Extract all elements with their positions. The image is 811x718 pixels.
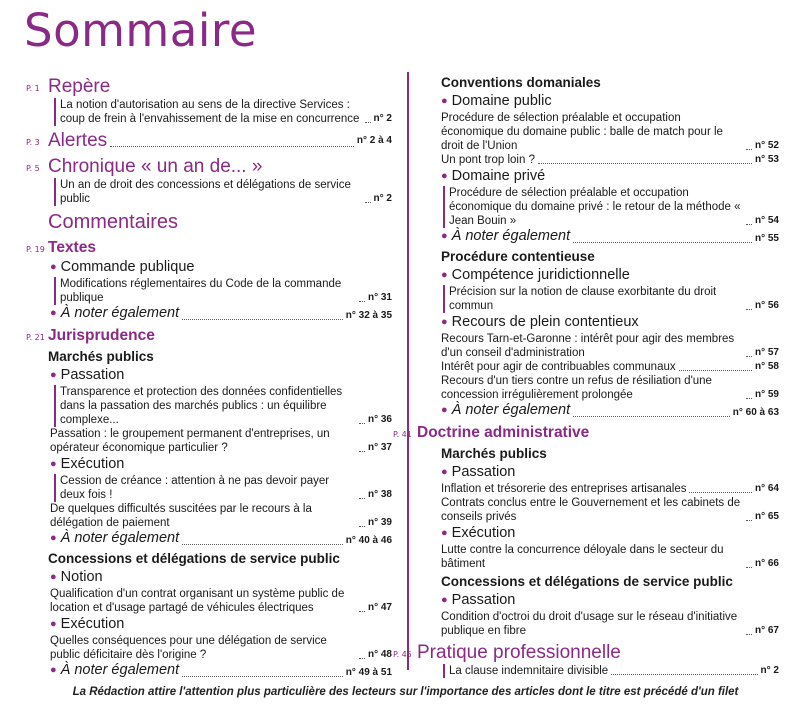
entry-number: n° 58: [754, 361, 779, 372]
dot-leader: [679, 370, 752, 371]
subsection-execution-concessions: ● Exécution: [50, 616, 125, 632]
dot-leader: [573, 242, 752, 243]
heading-procedure-contentieuse: Procédure contentieuse: [441, 249, 595, 264]
toc-entry[interactable]: [443, 285, 779, 313]
toc-entry[interactable]: [54, 385, 392, 427]
dot-leader: [359, 451, 365, 452]
bullet-icon: ●: [50, 618, 57, 630]
page-ref: P. 5: [26, 164, 40, 173]
toc-entry[interactable]: [441, 153, 779, 167]
entry-text: Précision sur la notion de clause exorbitante du droit commun: [449, 286, 717, 312]
entry-text: La clause indemnitaire divisible: [449, 665, 609, 677]
entry-number: n° 2 à 4: [356, 135, 392, 146]
section-alertes[interactable]: [26, 129, 392, 152]
dot-leader: [746, 309, 752, 310]
page-ref: P. 21: [26, 333, 45, 342]
entry-number: n° 31: [367, 292, 392, 303]
subsection-passation: ● Passation: [441, 464, 516, 480]
toc-entry[interactable]: [441, 332, 779, 360]
entry-number: n° 57: [754, 347, 779, 358]
toc-entry[interactable]: [50, 587, 392, 615]
entry-text: La notion d'autorisation au sens de la directive Services : coup de frein à l'envahissement de la mise en concurrence: [60, 99, 360, 125]
page-title: Sommaire: [24, 4, 258, 57]
entry-text: ● À noter également: [50, 305, 180, 321]
section-title: Doctrine administrative: [417, 424, 590, 441]
right-column: [393, 72, 779, 678]
toc-entry-a-noter[interactable]: [441, 402, 779, 420]
bullet-icon: ●: [441, 316, 448, 328]
entry-text: Recours Tarn-et-Garonne : intérêt pour agir des membres d'un conseil d'administration: [441, 333, 735, 359]
heading-marches-publics: Marchés publics: [441, 446, 547, 461]
dot-leader: [359, 658, 365, 659]
dot-leader: [746, 356, 752, 357]
subsection-commande-publique: ● Commande publique: [50, 259, 195, 275]
entry-number: n° 48: [367, 649, 392, 660]
toc-entry[interactable]: [443, 664, 779, 678]
entry-text: ● À noter également: [441, 402, 571, 418]
toc-entry[interactable]: [443, 186, 779, 228]
entry-number: n° 2: [760, 665, 779, 676]
section-title: Pratique professionnelle: [417, 642, 621, 663]
section-jurisprudence[interactable]: [26, 326, 392, 346]
dot-leader: [110, 146, 354, 147]
toc-entry[interactable]: [441, 360, 779, 374]
section-pratique[interactable]: [393, 641, 779, 664]
toc-entry[interactable]: [50, 502, 392, 530]
entry-number: n° 52: [754, 140, 779, 151]
toc-entry[interactable]: [441, 482, 779, 496]
entry-text: ● À noter également: [50, 530, 180, 546]
bullet-icon: ●: [50, 261, 57, 273]
bullet-icon: ●: [50, 369, 57, 381]
dot-leader: [365, 202, 371, 203]
dot-leader: [746, 634, 752, 635]
heading-conventions-domaniales: Conventions domaniales: [441, 75, 601, 90]
section-textes[interactable]: [26, 238, 392, 258]
bullet-icon: ●: [441, 230, 448, 242]
bullet-icon: ●: [441, 170, 448, 182]
section-chronique[interactable]: [26, 155, 392, 178]
page-ref: P. 3: [26, 138, 40, 147]
footer-note: La Rédaction attire l'attention plus particulière des lecteurs sur l'importance des articles dont le titre est précédé d'un filet: [72, 686, 739, 698]
entry-text: Procédure de sélection préalable et occupation économique du domaine privé : le retour de la méthode « Jean Bouin »: [449, 187, 741, 227]
subsection-competence: ● Compétence juridictionnelle: [441, 267, 630, 283]
toc-entry[interactable]: [441, 111, 779, 153]
subsection-passation-concessions: ● Passation: [441, 592, 516, 608]
entry-number: n° 40 à 46: [345, 535, 392, 546]
entry-number: n° 53: [754, 154, 779, 165]
toc-entry-a-noter[interactable]: [50, 662, 392, 680]
toc-entry[interactable]: [50, 427, 392, 455]
dot-leader: [365, 122, 371, 123]
subsection-notion: ● Notion: [50, 569, 103, 585]
section-title: Chronique « un an de... »: [48, 156, 263, 177]
dot-leader: [182, 319, 343, 320]
entry-text: Passation : le groupement permanent d'entreprises, un opérateur économique particulier ?: [50, 428, 330, 454]
bullet-icon: ●: [50, 458, 57, 470]
entry-number: n° 39: [367, 517, 392, 528]
entry-text: Transparence et protection des données confidentielles dans la passation des marchés publics : un équilibre complexe...: [60, 386, 343, 426]
entry-number: n° 2: [373, 113, 392, 124]
toc-entry[interactable]: [54, 98, 392, 126]
entry-number: n° 38: [367, 489, 392, 500]
page-ref: P. 19: [26, 245, 45, 254]
entry-text: ● À noter également: [50, 662, 180, 678]
dot-leader: [359, 526, 365, 527]
dot-leader: [182, 544, 343, 545]
entry-text: De quelques difficultés suscitées par le recours à la délégation de paiement: [50, 503, 312, 529]
entry-number: n° 59: [754, 389, 779, 400]
entry-number: n° 55: [754, 233, 779, 244]
entry-text: Cession de créance : attention à ne pas devoir payer deux fois !: [60, 475, 330, 501]
entry-number: n° 2: [373, 193, 392, 204]
entry-number: n° 66: [754, 558, 779, 569]
entry-number: n° 67: [754, 625, 779, 636]
page-ref: P. 41: [393, 430, 412, 439]
toc-entry[interactable]: [54, 277, 392, 305]
entry-text: ● À noter également: [441, 228, 571, 244]
subsection-domaine-prive: ● Domaine privé: [441, 168, 546, 184]
entry-number: n° 60 à 63: [732, 407, 779, 418]
bullet-icon: ●: [441, 269, 448, 281]
section-title: Alertes: [48, 130, 108, 151]
toc-entry[interactable]: [441, 496, 779, 524]
entry-text: Qualification d'un contrat organisant un système public de location et d'usage partagé de véhicules électriques: [50, 588, 345, 614]
section-doctrine[interactable]: [393, 423, 779, 443]
entry-text: Intérêt pour agir de contribuables communaux: [441, 361, 676, 373]
entry-number: n° 65: [754, 511, 779, 522]
entry-text: Un pont trop loin ?: [441, 154, 535, 166]
toc-entry[interactable]: [441, 543, 779, 571]
entry-text: Recours d'un tiers contre un refus de résiliation d'une concession irrégulièrement prolongée: [441, 375, 712, 401]
heading-marches-publics: Marchés publics: [48, 349, 154, 364]
entry-number: n° 49 à 51: [345, 667, 392, 678]
toc-entry[interactable]: [50, 634, 392, 662]
entry-text: Contrats conclus entre le Gouvernement et les cabinets de conseils privés: [441, 497, 741, 523]
section-title: Textes: [48, 239, 96, 256]
left-column: [26, 72, 392, 680]
entry-number: n° 36: [367, 414, 392, 425]
subsection-execution: ● Exécution: [441, 525, 516, 541]
entry-text: Lutte contre la concurrence déloyale dans le secteur du bâtiment: [441, 544, 724, 570]
toc-entry[interactable]: [441, 610, 779, 638]
column-divider: [407, 72, 409, 670]
entry-number: n° 32 à 35: [345, 310, 392, 321]
entry-text: Un an de droit des concessions et délégations de service public: [60, 179, 351, 205]
dot-leader: [359, 301, 365, 302]
entry-number: n° 64: [754, 483, 779, 494]
dot-leader: [182, 676, 343, 677]
dot-leader: [746, 520, 752, 521]
entry-number: n° 54: [754, 215, 779, 226]
heading-concessions: Concessions et délégations de service public: [48, 551, 340, 566]
bullet-icon: ●: [50, 664, 57, 676]
subsection-execution: ● Exécution: [50, 456, 125, 472]
dot-leader: [746, 567, 752, 568]
subsection-recours: ● Recours de plein contentieux: [441, 314, 639, 330]
toc-entry[interactable]: [54, 474, 392, 502]
bullet-icon: ●: [50, 571, 57, 583]
dot-leader: [746, 398, 752, 399]
entry-text: Condition d'octroi du droit d'usage sur le réseau d'initiative publique en fibre: [441, 611, 738, 637]
bullet-icon: ●: [441, 95, 448, 107]
subsection-passation: ● Passation: [50, 367, 125, 383]
toc-entry-a-noter[interactable]: [50, 305, 392, 323]
bullet-icon: ●: [50, 532, 57, 544]
entry-number: n° 56: [754, 300, 779, 311]
dot-leader: [746, 149, 752, 150]
section-title: Jurisprudence: [48, 327, 155, 344]
subsection-domaine-public: ● Domaine public: [441, 93, 552, 109]
page-ref: P. 45: [393, 650, 412, 659]
dot-leader: [359, 498, 365, 499]
bullet-icon: ●: [441, 404, 448, 416]
heading-concessions: Concessions et délégations de service public: [441, 574, 733, 589]
page-ref: P. 1: [26, 84, 40, 93]
section-title: Repère: [48, 76, 111, 97]
dot-leader: [538, 163, 752, 164]
entry-text: Modifications réglementaires du Code de la commande publique: [60, 278, 342, 304]
bullet-icon: ●: [441, 594, 448, 606]
entry-text: Procédure de sélection préalable et occupation économique du domaine public : balle de match pour le droit de l'Union: [441, 112, 723, 152]
dot-leader: [573, 416, 730, 417]
entry-number: n° 37: [367, 442, 392, 453]
toc-entry-a-noter[interactable]: [50, 530, 392, 548]
bullet-icon: ●: [441, 466, 448, 478]
dot-leader: [689, 492, 752, 493]
dot-leader: [746, 224, 752, 225]
toc-entry[interactable]: [441, 374, 779, 402]
dot-leader: [359, 611, 365, 612]
section-commentaires: Commentaires: [48, 211, 179, 233]
section-repere[interactable]: [26, 75, 392, 98]
entry-number: n° 47: [367, 602, 392, 613]
bullet-icon: ●: [50, 307, 57, 319]
entry-text: Quelles conséquences pour une délégation de service public déficitaire dès l'origine ?: [50, 635, 327, 661]
dot-leader: [611, 674, 757, 675]
entry-text: Inflation et trésorerie des entreprises artisanales: [441, 483, 687, 495]
toc-entry[interactable]: [54, 178, 392, 206]
toc-entry-a-noter[interactable]: [441, 228, 779, 246]
dot-leader: [359, 423, 365, 424]
bullet-icon: ●: [441, 527, 448, 539]
